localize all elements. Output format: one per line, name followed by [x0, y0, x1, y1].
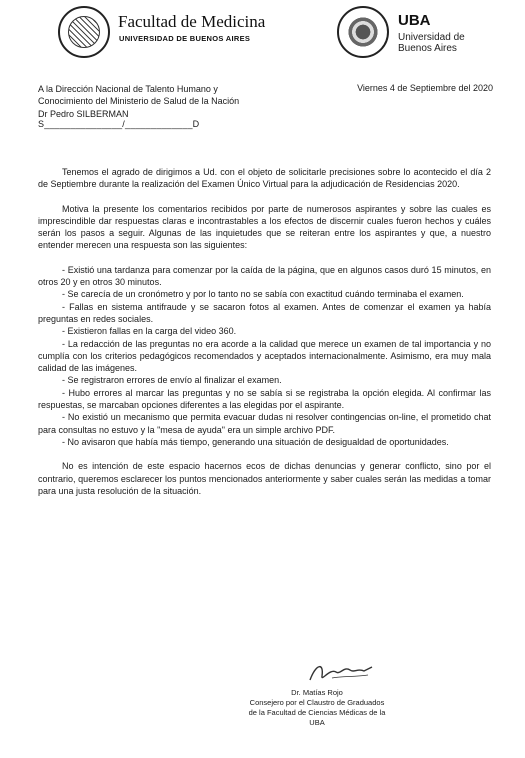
uba-subtitle: Universidad de Buenos Aires	[398, 32, 465, 54]
signer-name: Dr. Matías Rojo	[291, 688, 343, 697]
uba-title: UBA	[398, 12, 431, 29]
faculty-seal-icon	[58, 6, 110, 58]
list-item: - Existieron fallas en la carga del video 360.	[62, 326, 237, 337]
signer-role: Consejero por el Claustro de Graduados	[249, 698, 385, 707]
list-item: - Fallas en sistema antifraude y se sacaron fotos al examen. Antes de comenzar el examen ya había preguntas en redes sociales.	[38, 301, 491, 324]
list-item: - Hubo errores al marcar las preguntas y no se sabía si se registraba la opción elegida. Al confirmar las respuestas, se marcaban opciones diferentes a las elegidas por el aspirante.	[38, 387, 491, 411]
list-item: - No avisaron que había más tiempo, generando una situación de desigualdad de oportunidades.	[62, 436, 449, 447]
list-item: - Se carecía de un cronómetro y por lo tanto no se sabía con exactitud cuándo terminaba el examen.	[62, 289, 464, 300]
faculty-title: Facultad de Medicina	[118, 12, 266, 31]
list-item: - No existió un mecanismo que permita evacuar dudas ni resolver contingencias on-line, el prometido chat para consultas no estuvo y la "mesa de ayuda" era un simple archivo PDF.	[38, 412, 491, 435]
letter-body	[38, 166, 491, 497]
list-item: - Existió una tardanza para comenzar por la caída de la página, que en algunos casos duró 15 minutos, en otros 20 y en otros 30 minutos.	[38, 264, 491, 288]
salutation-sd: S_______________/_____________D	[38, 119, 200, 129]
recipient-address	[38, 83, 239, 120]
faculty-subtitle: UNIVERSIDAD DE BUENOS AIRES	[119, 34, 251, 43]
recipient-line: Dr Pedro SILBERMAN	[38, 108, 129, 119]
recipient-line: A la Dirección Nacional de Talento Humano y	[38, 84, 218, 94]
list-item: - La redacción de las preguntas no era acorde a la calidad que merece un examen de tal importancia y no cumplía con los criterios pedagógicos recomendados y aceptados internacionalmente. Asimismo, era muy mala calidad de las imágenes.	[38, 338, 491, 374]
paragraph-motivation: Motiva la presente los comentarios recibidos por parte de numerosos aspirantes y sobre las cuales es imprescindible dar respuestas claras e incontrastables a los efectos de discernir cuales fueron hechos y cuáles serán los pasos a seguir. Algunas de las inquietudes que se reiteran entre los aspirantes y que, a nuestro entender merecen una respuesta son las siguientes:	[38, 203, 491, 251]
signature-block	[232, 688, 402, 728]
signer-role: UBA	[309, 718, 325, 727]
paragraph-intro: Tenemos el agrado de dirigimos a Ud. con el objeto de solicitarle precisiones sobre lo acontecido el día 2 de Septiembre durante la realización del Examen Único Virtual para la adjudicación de Residencias 2020.	[38, 167, 491, 190]
letter-date: Viernes 4 de Septiembre del 2020	[357, 83, 493, 93]
handwritten-signature-icon	[302, 658, 392, 688]
list-item: - Se registraron errores de envío al finalizar el examen.	[62, 375, 282, 386]
paragraph-closing: No es intención de este espacio hacernos ecos de dichas denuncias y generar conflicto, sino por el contrario, queremos esclarecer los puntos mencionados anteriormente y saber cuales serán las medidas a tomar para una justa resolución de la situación.	[38, 461, 491, 496]
uba-seal-icon	[337, 6, 389, 58]
signer-role: de la Facultad de Ciencias Médicas de la	[248, 708, 386, 717]
letterhead	[34, 0, 491, 70]
recipient-line: Conocimiento del Ministerio de Salud de la Nación	[38, 96, 240, 107]
